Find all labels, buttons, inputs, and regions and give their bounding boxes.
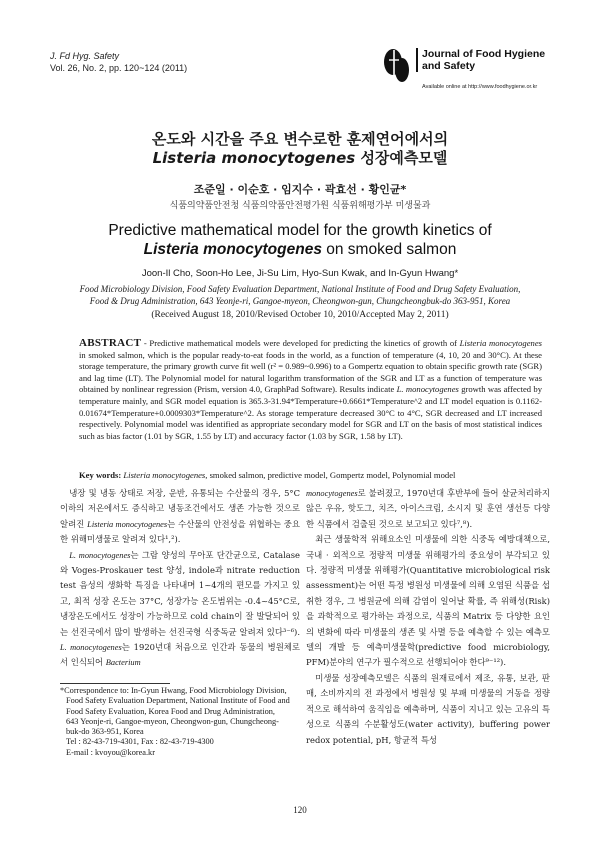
body-species: L. monocytogenes xyxy=(69,550,131,560)
abstract-species-1: Listeria monocytogenes xyxy=(459,338,542,348)
correspondence-footnote xyxy=(60,686,296,758)
english-affiliation xyxy=(40,283,560,307)
korean-title-line-2 xyxy=(0,147,600,168)
journal-abbrev: J. Fd Hyg. Safety xyxy=(50,51,120,61)
abstract-text-3: growth was affected by temperature mainly, and SGR model equation is 365.3-31.94*Temperature+0.6661*Temperature^2 and LT model equation is 0.1162-0.01674*Temperature+0.0009303*Temperature^2. As storage temperature decreased 30°C to 4°C, SGR decreased and LT increased respectively. Polynomial model was identified as appropriate secondary model for SGR and LT on the basis of most statistical indices such as bias factor (1.01 by SGR, 1.55 by LT) and accuracy factor (1.03 by SGR, 1.58 by LT). xyxy=(79,384,542,441)
journal-logo-icon xyxy=(382,46,410,86)
keywords-rest: , smoked salmon, predictive model, Gompertz model, Polynomial model xyxy=(205,470,456,480)
journal-url[interactable]: Available online at http://www.foodhygiene.or.kr xyxy=(422,84,538,90)
abstract xyxy=(79,338,542,442)
body-left-column xyxy=(60,486,300,671)
body-paragraph: 최근 생물학적 위해요소인 미생물에 의한 식중독 예방대책으로, 국내 · 외적으로 정량적 미생물 위해평가의 중요성이 부각되고 있다. 정량적 미생물 위해평가(Quantitative microbiological risk assessment)는 어떤 특정 병원성 미생물에 의해 오염된 식품을 섭취한 경우, 그 병원균에 의해 감염이 일어날 확률, 즉 위해성(Risk)을 과학적으로 평가하는 과정으로, 식품의 Matrix 등 다양한 요인의 변화에 따라 미생물의 생존 및 사멸 등을 예측할 수 있는 예측모델의 개발 등 예측미생물학(predictive food microbiology, PFM)분야의 연구가 필수적으로 선행되어야 한다⁹⁻¹²). xyxy=(306,534,550,668)
korean-title-line-1: 온도와 시간을 주요 변수로한 훈제연어에서의 xyxy=(151,130,449,148)
body-paragraph xyxy=(60,548,300,671)
english-authors: Joon-Il Cho, Soon-Ho Lee, Ji-Su Lim, Hyo-Sun Kwak, and In-Gyun Hwang* xyxy=(141,268,459,279)
footnote-contact: Tel : 82-43-719-4301, Fax : 82-43-719-4300 xyxy=(66,737,214,747)
footnote-line: *Correspondence to: In-Gyun Hwang, Food Microbiology Division, xyxy=(60,686,287,695)
english-title-line-1: Predictive mathematical model for the growth kinetics of xyxy=(108,222,492,239)
english-affiliation-line-2: Food & Drug Administration, 643 Yeonje-ri, Gangoe-myeon, Cheongwon-gun, Chungcheongbuk-do 363-951, Korea xyxy=(89,296,511,306)
keywords-species: Listeria monocytogenes xyxy=(123,470,206,480)
abstract-text-1: - Predictive mathematical models were developed for predicting the kinetics of growth of xyxy=(141,338,460,348)
body-text: 로 불려졌고, 1970년대 후반부에 들어 살균처리하지 않은 우유, 핫도그, 치즈, 아이스크림, 소시지 및 훈연 생선등 다양한 식품에서 검출된 것으로 보고되고 있다⁷,⁸). xyxy=(306,488,550,529)
journal-logo xyxy=(382,46,554,96)
english-title-species: Listeria monocytogenes xyxy=(143,241,322,258)
footnote-divider xyxy=(60,683,170,684)
english-affiliation-line-1: Food Microbiology Division, Food Safety Evaluation Department, National Institute of Food and Drug Safety Evaluation, xyxy=(79,284,521,294)
korean-affiliation: 식품의약품안전청 식품의약품안전평가원 식품위해평가부 미생물과 xyxy=(169,201,431,211)
keywords-label: Key words: xyxy=(79,470,122,480)
body-paragraph xyxy=(60,486,300,548)
journal-meta xyxy=(50,50,187,74)
korean-title-rest: 성장예측모델 xyxy=(355,149,448,167)
body-species: L. monocytogenes xyxy=(60,643,122,653)
abstract-species-2: L. monocytogenes xyxy=(396,384,459,395)
body-text: 는 1920년대 처음으로 인간과 동물의 병원체로서 인식되어 xyxy=(60,642,300,668)
korean-authors: 조준일 · 이순호 · 임지수 · 곽효선 · 황인균* xyxy=(193,183,407,196)
korean-title-species: Listeria monocytogenes xyxy=(152,149,356,167)
footnote-line: Food Safety Evaluation, Korea Food and Drug Administration, xyxy=(66,706,276,716)
body-paragraph: 미생물 성장예측모델은 식품의 원재료에서 제조, 유통, 보관, 판매, 소비까지의 전 과정에서 병원성 및 부패 미생물의 거동을 정량적으로 해석하여 움직임을 예측하며, 식품이 지니고 있는 고유의 특성으로 식품의 수분활성도(water activity), buffering power redox potential, pH, 항균적 특성 xyxy=(306,672,550,745)
body-species: Listeria monocytogenes xyxy=(87,519,168,529)
footnote-line: Food Safety Evaluation Department, National Institute of Food and xyxy=(66,696,290,706)
footnote-email[interactable]: E-mail : kvoyou@korea.kr xyxy=(66,747,155,757)
received-dates: (Received August 18, 2010/Revised October 10, 2010/Accepted May 2, 2011) xyxy=(151,310,449,320)
abstract-heading: ABSTRACT xyxy=(79,337,142,349)
abstract-text-2: in smoked salmon, which is the popular ready-to-eat foods in the world, as a function of temperature (4, 10, 20 and 30°C). At these storage temperature, the primary growth curve fit well (r² = 0.989~0.996) to a Gompertz equation to obtain specific growth rate (SGR) and lag time (LT). The Polynomial model for natural logarithm transformation of the SGR and LT as a function of temperature was obtained by nonlinear regression (Prism, version 4.0, GraphPad Software). Results indicate xyxy=(79,349,542,395)
body-text: 는 수산물의 안전성을 위협하는 중요한 위해미생물로 알려져 있다¹,²). xyxy=(60,518,300,545)
english-title-line-2 xyxy=(0,241,600,259)
body-text: 냉장 및 냉동 상태로 저장, 운반, 유통되는 수산물의 경우, 5°C 이하의 저온에서도 증식하고 냉동조건에서도 생존 가능한 것으로 알려진 xyxy=(60,488,300,529)
body-species: Bacterium xyxy=(105,658,141,668)
keywords xyxy=(79,470,542,480)
logo-line-1: Journal of Food Hygiene xyxy=(422,48,546,60)
footnote-line: 643 Yeonje-ri, Gangoe-myeon, Cheongwon-gun, Chungcheong- xyxy=(66,716,279,726)
logo-line-2: and Safety xyxy=(422,60,476,72)
body-right-column xyxy=(306,486,550,748)
english-title-rest: on smoked salmon xyxy=(321,241,457,258)
journal-volume: Vol. 26, No. 2, pp. 120~124 (2011) xyxy=(50,63,188,73)
body-species: monocytogenes xyxy=(306,489,358,498)
footnote-line: buk-do 363-951, Korea xyxy=(66,727,144,737)
journal-logo-name xyxy=(416,48,545,72)
page-number: 120 xyxy=(293,805,307,815)
body-text: 는 그람 양성의 무아포 단간균으로, Catalase와 Voges-Proskauer test 양성, indole과 nitrate reduction test 음성의 생화학 특징을 나타내며 1~4개의 편모를 가지고 있고, 최적 성장 온도는 37°C, 성장가능 온도범위는 -0.4~45°C로, 냉장온도에서도 성장이 가능하므로 cold chain이 잘 발달되어 있는 선진국에서 많이 발생하는 선진국형 식중독균 알려져 있다³⁻⁶). xyxy=(60,549,300,637)
body-paragraph xyxy=(306,486,550,532)
